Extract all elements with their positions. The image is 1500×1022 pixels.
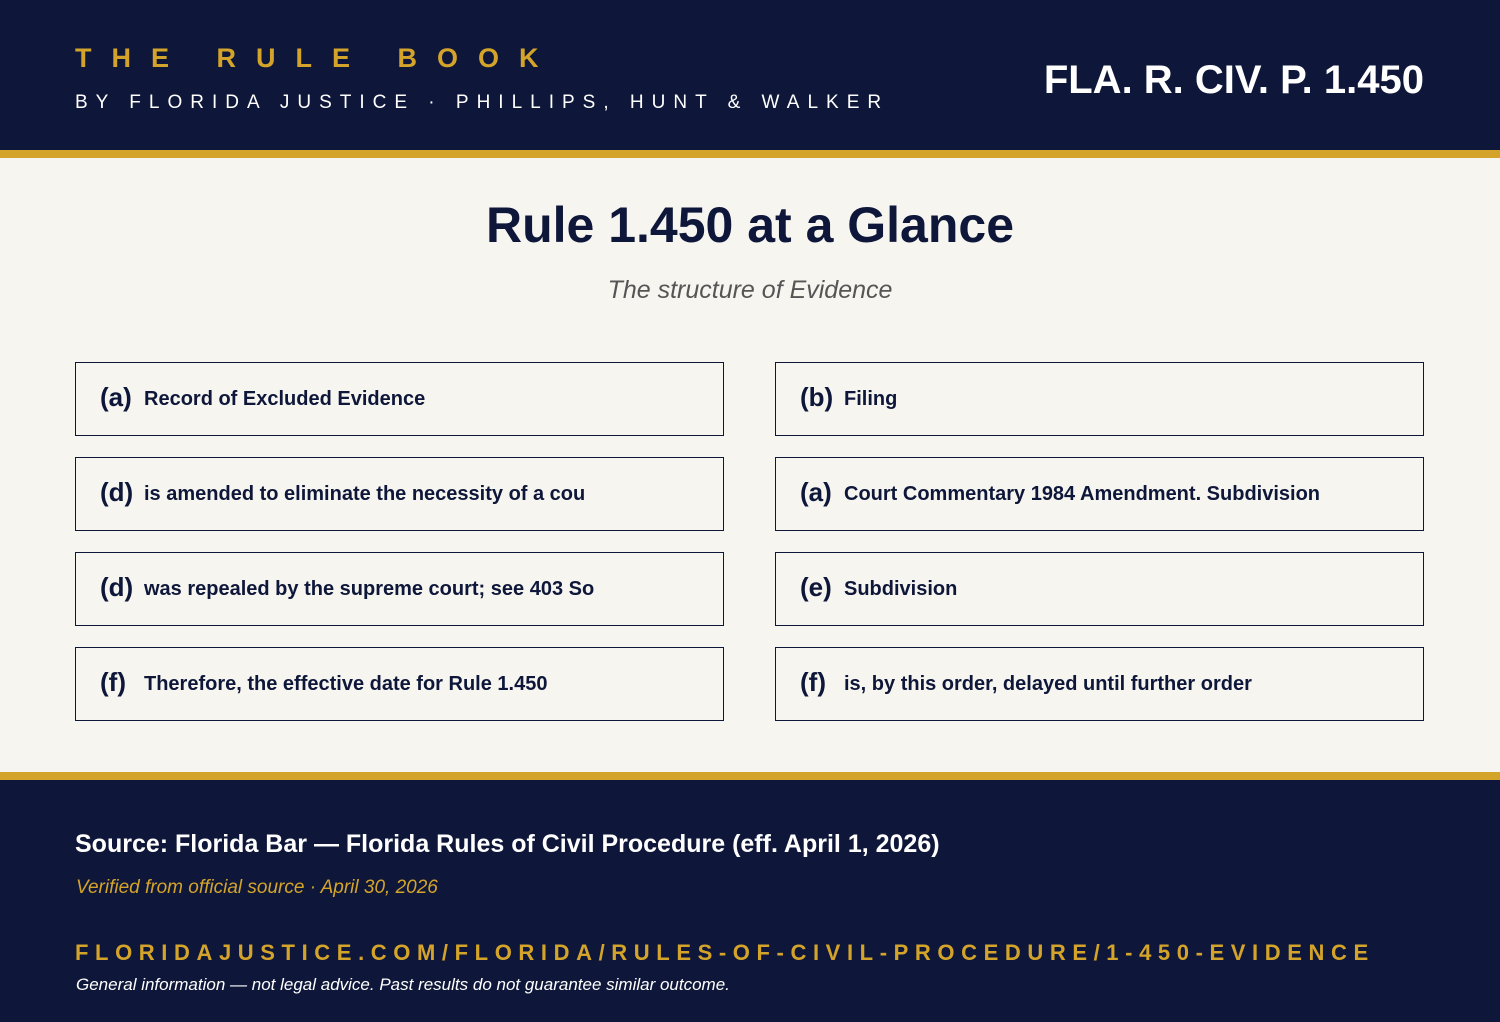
source-citation: Source: Florida Bar — Florida Rules of Civil Procedure (eff. April 1, 2026)	[75, 830, 940, 858]
header-banner	[0, 0, 1500, 150]
subdivision-text: Subdivision	[844, 577, 958, 600]
subdivision-text: Filing	[844, 387, 898, 410]
subdivision-letter: (a)	[800, 476, 832, 507]
verified-note: Verified from official source · April 30, 2026	[76, 877, 438, 898]
subdivision-letter: (b)	[800, 381, 834, 412]
subdivision-text: is, by this order, delayed until further order	[844, 672, 1252, 695]
brand-title: THE RULE BOOK	[75, 43, 559, 73]
subdivision-letter: (e)	[800, 571, 832, 602]
subdivision-letter: (d)	[100, 476, 134, 507]
source-url: FLORIDAJUSTICE.COM/FLORIDA/RULES-OF-CIVIL-PROCEDURE/1-450-EVIDENCE	[75, 940, 1375, 965]
subdivision-card	[775, 552, 1424, 626]
subdivision-card	[75, 362, 724, 436]
subdivision-card	[75, 552, 724, 626]
subdivision-text: Record of Excluded Evidence	[144, 387, 426, 410]
subdivision-letter: (f)	[800, 666, 826, 697]
gold-divider-bottom	[0, 772, 1500, 780]
subdivision-text: Court Commentary 1984 Amendment. Subdivision	[844, 482, 1321, 505]
footer	[0, 780, 1500, 1022]
subdivision-letter: (a)	[100, 381, 132, 412]
rule-code: FLA. R. CIV. P. 1.450	[1043, 58, 1424, 102]
subdivision-letter: (d)	[100, 571, 134, 602]
subdivision-letter: (f)	[100, 666, 126, 697]
page-title: Rule 1.450 at a Glance	[485, 197, 1015, 253]
subdivision-text: Therefore, the effective date for Rule 1.450	[144, 672, 548, 695]
subdivision-card	[775, 457, 1424, 531]
byline: BY FLORIDA JUSTICE · PHILLIPS, HUNT & WALKER	[75, 92, 890, 113]
subdivision-card	[775, 362, 1424, 436]
page-subtitle: The structure of Evidence	[607, 276, 893, 304]
subdivision-text: is amended to eliminate the necessity of a cou	[144, 482, 586, 505]
gold-divider-top	[0, 150, 1500, 158]
disclaimer: General information — not legal advice. Past results do not guarantee similar outcome.	[76, 975, 730, 994]
subdivision-card	[75, 457, 724, 531]
subdivision-card	[75, 647, 724, 721]
subdivision-text: was repealed by the supreme court; see 403 So	[144, 577, 595, 600]
subdivision-card	[775, 647, 1424, 721]
